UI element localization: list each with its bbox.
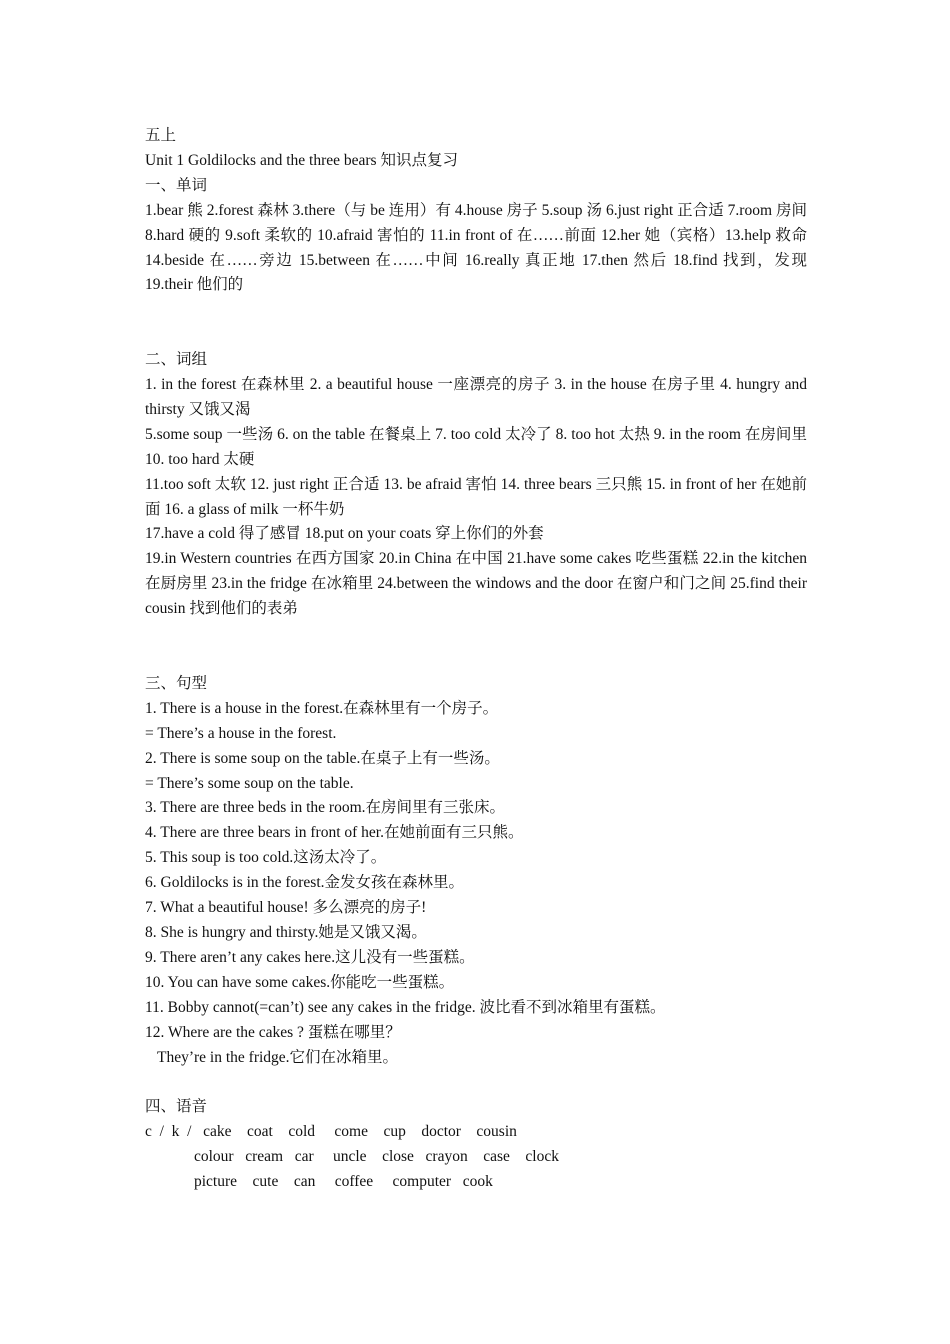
section-heading-sentences: 三、句型 <box>145 674 208 692</box>
sentence-line: 5. This soup is too cold.这汤太冷了。 <box>145 849 387 867</box>
phonics-row: colour cream car uncle close crayon case clock <box>194 1148 559 1166</box>
phonics-row: c / k / cake coat cold come cup doctor cousin <box>145 1123 517 1141</box>
sentence-line: 4. There are three bears in front of her.在她前面有三只熊。 <box>145 824 524 842</box>
spacer <box>145 622 807 672</box>
section-heading-words: 一、单词 <box>145 176 208 194</box>
phrase-paragraph: 19.in Western countries 在西方国家 20.in China 在中国 21.have some cakes 吃些蛋糕 22.in the kitchen 在厨房里 23.in the fridge 在冰箱里 24.between the windows and the door 在窗户和门之间 25.find their cousin 找到他们的表弟 <box>145 550 807 618</box>
sentence-line: 9. There aren’t any cakes here.这儿没有一些蛋糕。 <box>145 948 475 966</box>
sentence-line: 1. There is a house in the forest.在森林里有一个房子。 <box>145 699 499 717</box>
sentence-line: = There’s a house in the forest. <box>145 724 337 742</box>
unit-title: Unit 1 Goldilocks and the three bears 知识点复习 <box>145 151 458 169</box>
sentence-answer: They’re in the fridge.它们在冰箱里。 <box>157 1048 399 1066</box>
spacer <box>145 298 807 348</box>
phrase-paragraph: 1. in the forest 在森林里 2. a beautiful house 一座漂亮的房子 3. in the house 在房子里 4. hungry and thirsty 又饿又渴 <box>145 376 807 418</box>
phrase-paragraph: 11.too soft 太软 12. just right 正合适 13. be afraid 害怕 14. three bears 三只熊 15. in front of her 在她前面 16. a glass of milk 一杯牛奶 <box>145 475 807 518</box>
sentence-line: 3. There are three beds in the room.在房间里有三张床。 <box>145 799 506 817</box>
sentence-line: 7. What a beautiful house! 多么漂亮的房子! <box>145 899 427 917</box>
document-page <box>145 124 807 1195</box>
sentence-line: 2. There is some soup on the table.在桌子上有一些汤。 <box>145 749 500 767</box>
vocabulary-list: 1.bear 熊 2.forest 森林 3.there（与 be 连用）有 4.house 房子 5.soup 汤 6.just right 正合适 7.room 房间 8.hard 硬的 9.soft 柔软的 10.afraid 害怕的 11.in front of 在……前面 12.her 她（宾格）13.help 救命 14.beside 在……旁边 15.between 在……中间 16.really 真正地 17.then 然后 18.find 找到，发现 19.their 他们的 <box>145 201 807 294</box>
spacer <box>145 1070 807 1095</box>
sentence-line: 6. Goldilocks is in the forest.金发女孩在森林里。 <box>145 874 465 892</box>
phonics-row: picture cute can coffee computer cook <box>194 1173 493 1191</box>
sentence-line: 10. You can have some cakes.你能吃一些蛋糕。 <box>145 973 455 991</box>
sentence-line: 11. Bobby cannot(=can’t) see any cakes in the fridge. 波比看不到冰箱里有蛋糕。 <box>145 998 666 1016</box>
sentence-line: 12. Where are the cakes ? 蛋糕在哪里？ <box>145 1023 401 1041</box>
section-heading-phrases: 二、词组 <box>145 351 208 369</box>
phrase-paragraph: 17.have a cold 得了感冒 18.put on your coats 穿上你们的外套 <box>145 525 544 543</box>
grade-label: 五上 <box>145 127 177 144</box>
section-heading-phonics: 四、语音 <box>145 1098 208 1116</box>
phrase-paragraph: 5.some soup 一些汤 6. on the table 在餐桌上 7. too cold 太冷了 8. too hot 太热 9. in the room 在房间里 10. too hard 太硬 <box>145 425 807 468</box>
sentence-line: = There’s some soup on the table. <box>145 774 354 792</box>
sentence-line: 8. She is hungry and thirsty.她是又饿又渴。 <box>145 923 427 941</box>
